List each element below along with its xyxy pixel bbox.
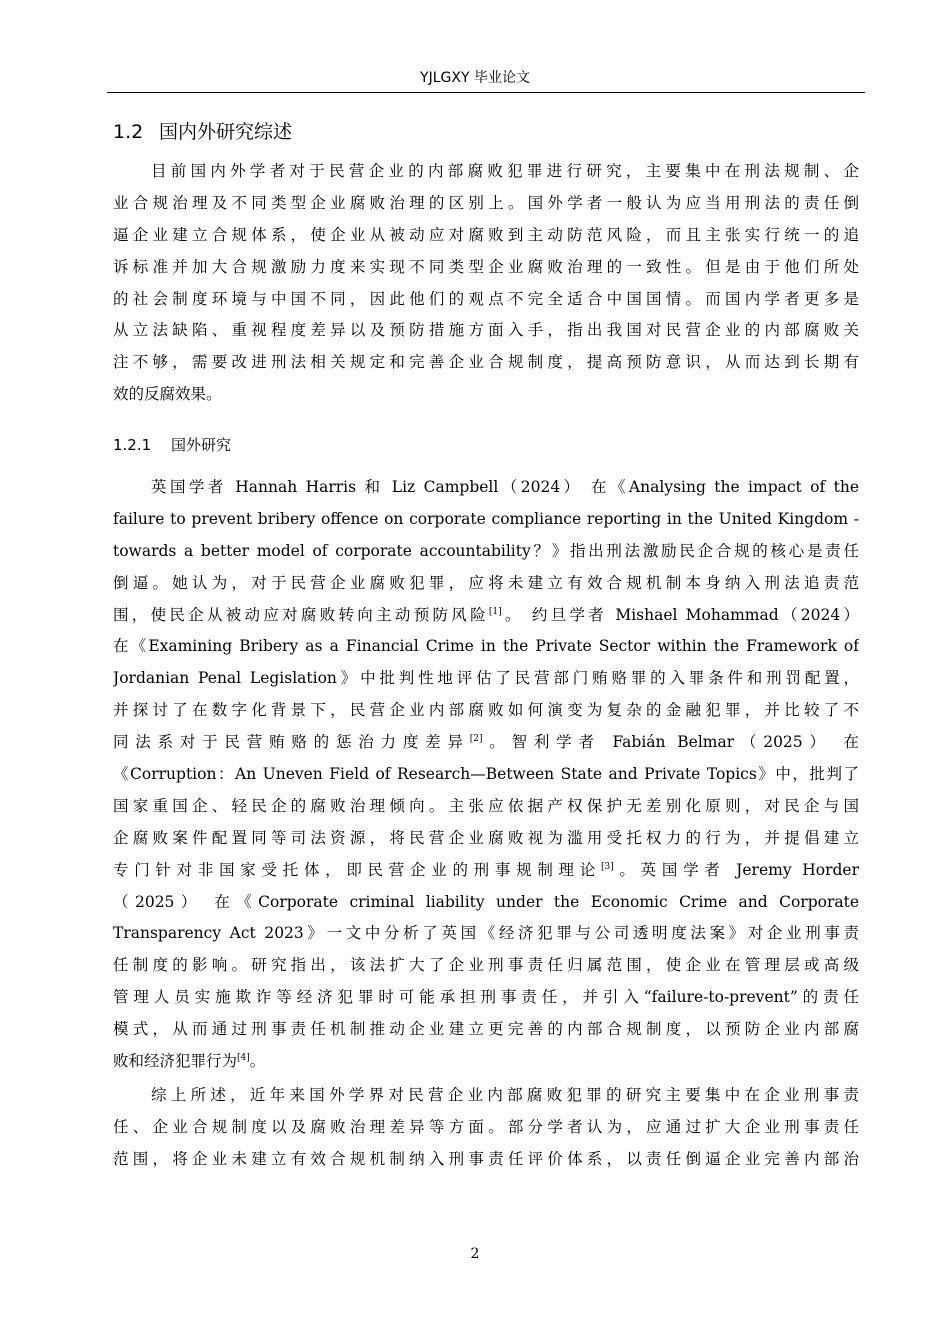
text-line xyxy=(113,220,859,252)
line-text: Transparency Act 2023》一文中分析了英国《经济犯罪与公司透明度法案》对企业刑事责 xyxy=(113,924,859,943)
line-text: 的社会制度环境与中国不同，因此他们的观点不完全适合中国国情。而国内学者更多是 xyxy=(113,289,859,308)
text-line xyxy=(113,695,859,727)
line-text: 英国学者 Hannah Harris 和 Liz Campbell（2024） 在《Analysing the impact of the xyxy=(151,478,859,496)
text-line xyxy=(113,791,859,823)
text-line xyxy=(113,727,859,759)
line-text: 围，使民企从被动应对腐败转向主动预防风险 xyxy=(113,605,489,624)
citation-marker: [3] xyxy=(600,861,614,872)
line-text: （2025） 在《Corporate criminal liability under the Economic Crime and Corporate xyxy=(113,892,859,911)
section-title: 国内外研究综述 xyxy=(159,121,293,143)
text-line xyxy=(113,472,859,504)
text-line xyxy=(113,918,859,950)
text-line xyxy=(113,315,859,347)
subsection-heading xyxy=(113,433,231,457)
running-header: YJLGXY 毕业论文 xyxy=(420,70,530,86)
line-text: 任、企业合规制度以及腐败治理差异等方面。部分学者认为，应通过扩大企业刑事责任 xyxy=(113,1117,859,1136)
line-text: 逼企业建立合规体系，使企业从被动应对腐败到主动防范风险，而且主张实行统一的追 xyxy=(113,225,859,244)
line-text: 企腐败案件配置同等司法资源，将民营企业腐败视为滥用受托权力的行为，并提倡建立 xyxy=(113,828,859,847)
citation-marker: [2] xyxy=(469,734,483,745)
line-text: failure to prevent bribery offence on corporate compliance reporting in the United Kingdom - xyxy=(113,509,859,528)
line-text: 《Corruption：An Uneven Field of Research—Between State and Private Topics》中，批判了 xyxy=(113,765,859,784)
subsection-title: 国外研究 xyxy=(171,436,232,454)
intro-paragraph xyxy=(113,156,859,411)
text-line xyxy=(113,663,859,695)
line-text: 专门针对非国家受托体，即民营企业的刑事规制理论 xyxy=(113,860,601,879)
citation-marker: [4] xyxy=(237,1053,250,1064)
text-line xyxy=(113,379,859,411)
text-line xyxy=(113,156,859,188)
text-line xyxy=(113,1144,859,1176)
text-line xyxy=(113,252,859,284)
text-line xyxy=(113,1046,859,1078)
line-text: 模式，从而通过刑事责任机制推动企业建立更完善的内部合规制度，以预防企业内部腐 xyxy=(113,1020,859,1039)
line-text: 管理人员实施欺诈等经济犯罪时可能承担刑事责任，并引入“failure-to-prevent”的责任 xyxy=(113,988,859,1007)
summary-paragraph xyxy=(113,1080,859,1176)
text-line xyxy=(113,1014,859,1046)
line-text: towards a better model of corporate accountability？》指出刑法激励民企合规的核心是责任 xyxy=(113,541,859,560)
line-text: 目前国内外学者对于民营企业的内部腐败犯罪进行研究，主要集中在刑法规制、企 xyxy=(151,162,859,180)
text-line xyxy=(113,982,859,1014)
text-line xyxy=(113,504,859,536)
line-text-continued: 。英国学者 Jeremy Horder xyxy=(613,860,859,879)
section-heading xyxy=(113,118,292,146)
line-text: 倒逼。她认为，对于民营企业腐败犯罪，应将未建立有效合规机制本身纳入刑法追责范 xyxy=(113,573,859,592)
foreign-research-paragraph xyxy=(113,472,859,1078)
page-number: 2 xyxy=(470,1246,480,1262)
line-text: 败和经济犯罪行为 xyxy=(113,1052,238,1071)
line-text: 同法系对于民营贿赂的惩治力度差异 xyxy=(113,733,470,752)
line-text: 诉标准并加大合规激励力度来实现不同类型企业腐败治理的一致性。但是由于他们所处 xyxy=(113,257,859,276)
text-line xyxy=(113,284,859,316)
text-line xyxy=(113,823,859,855)
line-text: Jordanian Penal Legislation》中批判性地评估了民营部门贿赂罪的入罪条件和刑罚配置， xyxy=(113,669,859,688)
line-text: 范围，将企业未建立有效合规机制纳入刑事责任评价体系，以责任倒逼企业完善内部治 xyxy=(113,1149,859,1168)
line-text: 业合规治理及不同类型企业腐败治理的区别上。国外学者一般认为应当用刑法的责任倒 xyxy=(113,193,859,212)
text-line xyxy=(113,347,859,379)
header-rule xyxy=(107,92,865,93)
line-text: 从立法缺陷、重视程度差异以及预防措施方面入手，指出我国对民营企业的内部腐败关 xyxy=(113,321,859,340)
text-line xyxy=(113,1080,859,1112)
line-text: 效的反腐效果。 xyxy=(113,385,222,404)
text-line xyxy=(113,536,859,568)
line-text: 综上所述，近年来国外学界对民营企业内部腐败犯罪的研究主要集中在企业刑事责 xyxy=(151,1086,859,1104)
text-line xyxy=(113,600,859,632)
line-text: 在《Examining Bribery as a Financial Crime in the Private Sector within the Framework of xyxy=(113,637,859,656)
text-line xyxy=(113,759,859,791)
citation-marker: [1] xyxy=(488,606,502,617)
line-text-continued: 。 xyxy=(249,1052,266,1071)
line-text-continued: 。智利学者 Fabián Belmar（2025） 在 xyxy=(482,733,859,752)
line-text-continued: 。 约旦学者 Mishael Mohammad（2024） xyxy=(501,605,859,624)
text-line xyxy=(113,855,859,887)
line-text: 并探讨了在数字化背景下，民营企业内部腐败如何演变为复杂的金融犯罪，并比较了不 xyxy=(113,701,859,720)
section-number: 1.2 xyxy=(113,121,144,143)
line-text: 国家重国企、轻民企的腐败治理倾向。主张应依据产权保护无差别化原则，对民企与国 xyxy=(113,796,859,815)
line-text: 任制度的影响。研究指出，该法扩大了企业刑事责任归属范围，使企业在管理层或高级 xyxy=(113,956,859,975)
line-text: 注不够，需要改进刑法相关规定和完善企业合规制度，提高预防意识，从而达到长期有 xyxy=(113,353,859,372)
subsection-number: 1.2.1 xyxy=(113,436,152,454)
text-line xyxy=(113,188,859,220)
text-line xyxy=(113,950,859,982)
text-line xyxy=(113,887,859,919)
text-line xyxy=(113,568,859,600)
text-line xyxy=(113,1112,859,1144)
text-line xyxy=(113,631,859,663)
